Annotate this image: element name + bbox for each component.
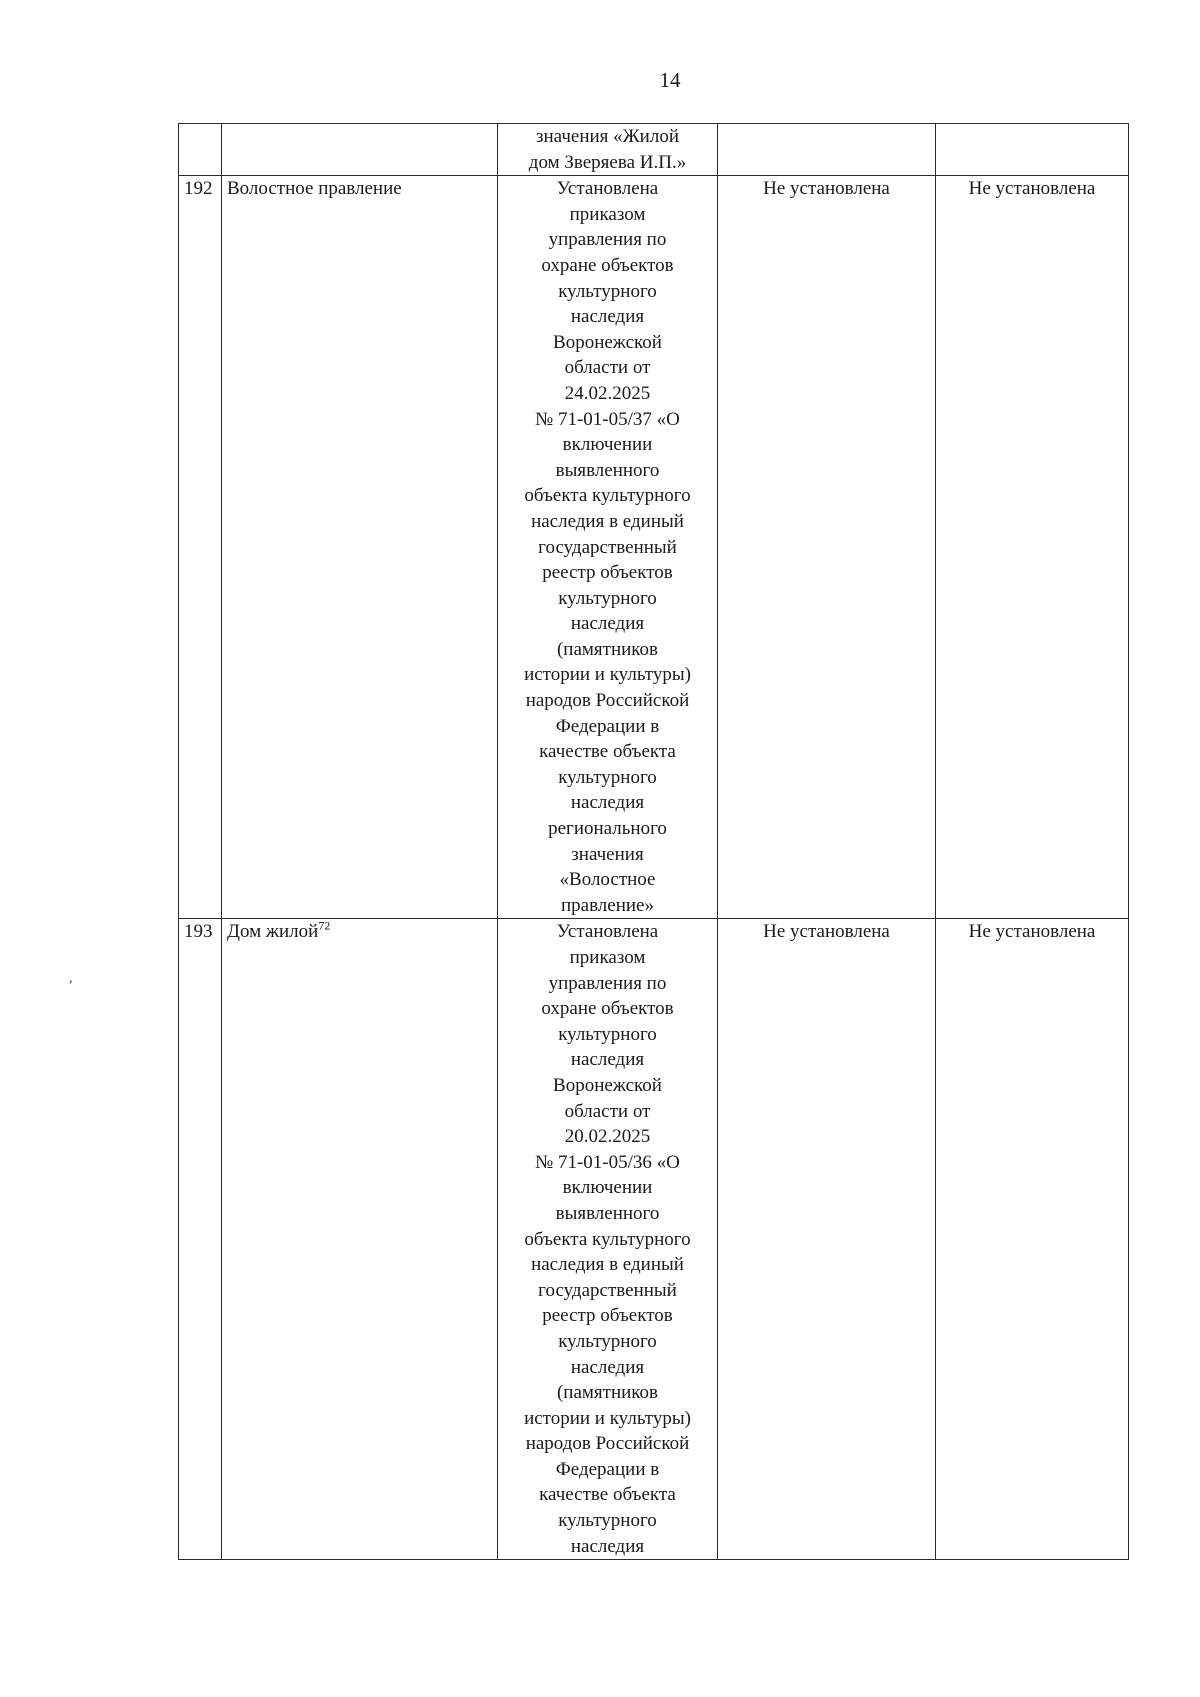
legal-basis-line: народов Российской — [525, 690, 690, 712]
table-row — [179, 124, 1129, 176]
legal-basis-cell — [498, 124, 718, 176]
legal-basis-line: Федерации в — [555, 715, 660, 737]
legal-basis-line: истории и культуры) — [524, 1407, 691, 1429]
legal-basis-line: включении — [562, 434, 653, 456]
legal-basis-line: культурного — [558, 1330, 657, 1352]
legal-basis-line: управления по — [548, 972, 667, 994]
legal-basis-line: культурного — [558, 280, 657, 302]
footnote-ref: 72 — [318, 919, 331, 934]
legal-basis-line: «Волостное — [559, 869, 656, 891]
legal-basis-line: правление» — [560, 894, 654, 916]
heritage-table — [178, 123, 1129, 1560]
legal-basis-line: (памятников — [556, 1382, 659, 1404]
legal-basis-line: культурного — [558, 1023, 657, 1045]
legal-basis-line: наследия в единый — [531, 510, 684, 532]
legal-basis-line: 24.02.2025 — [564, 382, 651, 404]
legal-basis-line: наследия в единый — [531, 1254, 684, 1276]
object-name-cell — [222, 919, 498, 1560]
legal-basis-line: выявленного — [555, 459, 660, 481]
status-cell-5: Не установлена — [936, 919, 1129, 1560]
legal-basis-line: наследия — [570, 613, 645, 635]
row-number: 192 — [179, 176, 222, 919]
legal-basis-line: наследия — [570, 1356, 645, 1378]
status-cell-5 — [936, 124, 1129, 176]
legal-basis-line: области от — [564, 357, 651, 379]
legal-basis-line: культурного — [558, 587, 657, 609]
object-name: Дом жилой — [227, 921, 319, 943]
legal-basis-line: Федерации в — [555, 1458, 660, 1480]
legal-basis-line: реестр объектов — [542, 1305, 673, 1327]
legal-basis-line: культурного — [558, 1510, 657, 1532]
legal-basis-line: значения «Жилой — [535, 126, 679, 147]
row-number — [179, 124, 222, 176]
legal-basis-line: наследия — [570, 1535, 645, 1557]
legal-basis-line: управления по — [548, 229, 667, 251]
legal-basis-line: истории и культуры) — [524, 664, 691, 686]
legal-basis-line: Воронежской — [553, 331, 662, 353]
legal-basis-line: (памятников — [556, 638, 659, 660]
legal-basis-line: значения — [571, 843, 644, 865]
scan-artifact: , — [69, 971, 73, 986]
legal-basis-cell — [498, 176, 718, 919]
table-body — [179, 124, 1129, 1560]
legal-basis-line: наследия — [570, 792, 645, 814]
table-row — [179, 919, 1129, 1560]
legal-basis-line: государственный — [538, 1279, 677, 1301]
table-row — [179, 176, 1129, 919]
legal-basis-line: качестве объекта — [539, 1484, 676, 1506]
legal-basis-line: качестве объекта — [539, 741, 676, 763]
legal-basis-line: охране объектов — [541, 254, 674, 276]
legal-basis-line: включении — [562, 1177, 653, 1199]
legal-basis-cell — [498, 919, 718, 1560]
legal-basis-line: области от — [564, 1100, 651, 1122]
legal-basis-line: государственный — [538, 536, 677, 558]
legal-basis-line: наследия — [570, 306, 645, 328]
legal-basis-line: наследия — [570, 1049, 645, 1071]
legal-basis-line: Воронежской — [553, 1074, 662, 1096]
object-name-cell — [222, 176, 498, 919]
object-name: Волостное правление — [227, 178, 402, 200]
legal-basis-line: Установлена — [556, 921, 659, 943]
legal-basis-line: культурного — [558, 766, 657, 788]
legal-basis-line: № 71-01-05/37 «О — [535, 408, 680, 430]
status-cell-4 — [718, 124, 936, 176]
legal-basis-line: объекта культурного — [524, 485, 691, 507]
legal-basis-line: 20.02.2025 — [564, 1126, 651, 1148]
legal-basis-line: реестр объектов — [542, 562, 673, 584]
legal-basis-line: народов Российской — [525, 1433, 690, 1455]
page-number: 14 — [659, 68, 681, 92]
legal-basis-line: выявленного — [555, 1202, 660, 1224]
legal-basis-line: приказом — [569, 947, 646, 968]
legal-basis-line: Установлена — [556, 178, 659, 200]
legal-basis-line: дом Зверяева И.П.» — [528, 151, 687, 173]
row-number: 193 — [179, 919, 222, 1560]
legal-basis-line: объекта культурного — [524, 1228, 691, 1250]
object-name-cell — [222, 124, 498, 176]
legal-basis-line: приказом — [569, 203, 646, 225]
status-cell-4: Не установлена — [718, 919, 936, 1560]
legal-basis-line: охране объектов — [541, 998, 674, 1020]
status-cell-4: Не установлена — [718, 176, 936, 919]
status-cell-5: Не установлена — [936, 176, 1129, 919]
legal-basis-line: № 71-01-05/36 «О — [535, 1151, 680, 1173]
legal-basis-line: регионального — [548, 818, 667, 840]
